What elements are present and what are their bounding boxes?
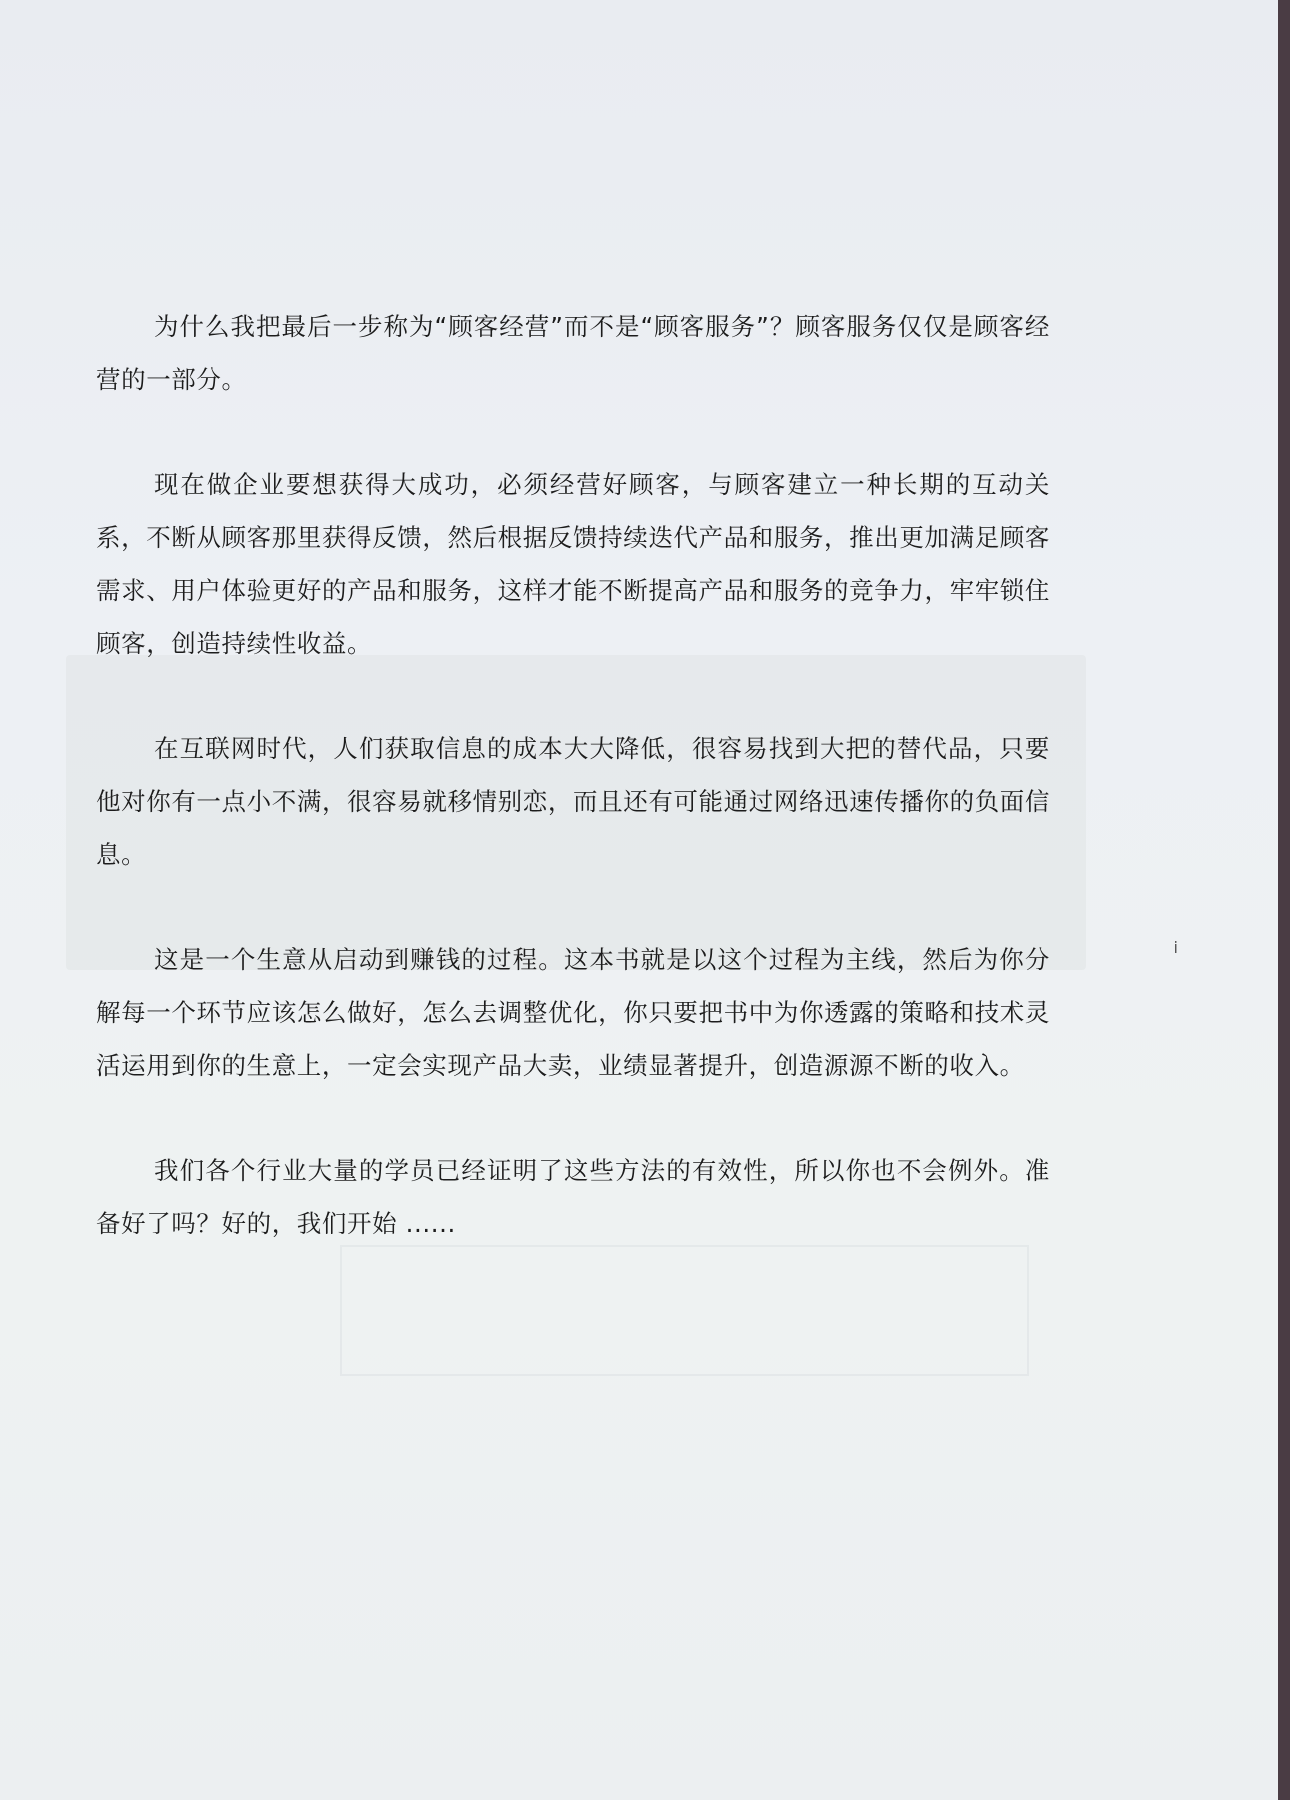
document-body xyxy=(96,300,1050,1302)
paragraph-2: 现在做企业要想获得大成功，必须经营好顾客，与顾客建立一种长期的互动关系，不断从顾客那里获得反馈，然后根据反馈持续迭代产品和服务，推出更加满足顾客需求、用户体验更好的产品和服务，这样才能不断提高产品和服务的竞争力，牢牢锁住顾客，创造持续性收益。 xyxy=(96,470,1050,658)
paragraph-3: 在互联网时代，人们获取信息的成本大大降低，很容易找到大把的替代品，只要他对你有一点小不满，很容易就移情别恋，而且还有可能通过网络迅速传播你的负面信息。 xyxy=(96,734,1050,869)
paragraph-1: 为什么我把最后一步称为“顾客经营”而不是“顾客服务”？顾客服务仅仅是顾客经营的一部分。 xyxy=(96,312,1050,394)
paragraph-5: 我们各个行业大量的学员已经证明了这些方法的有效性，所以你也不会例外。准备好了吗？好的，我们开始 ...... xyxy=(96,1156,1050,1238)
margin-mark: i xyxy=(1173,938,1178,957)
paragraph-4: 这是一个生意从启动到赚钱的过程。这本书就是以这个过程为主线，然后为你分解每一个环节应该怎么做好，怎么去调整优化，你只要把书中为你透露的策略和技术灵活运用到你的生意上，一定会实现产品大卖，业绩显著提升，创造源源不断的收入。 xyxy=(96,945,1050,1080)
